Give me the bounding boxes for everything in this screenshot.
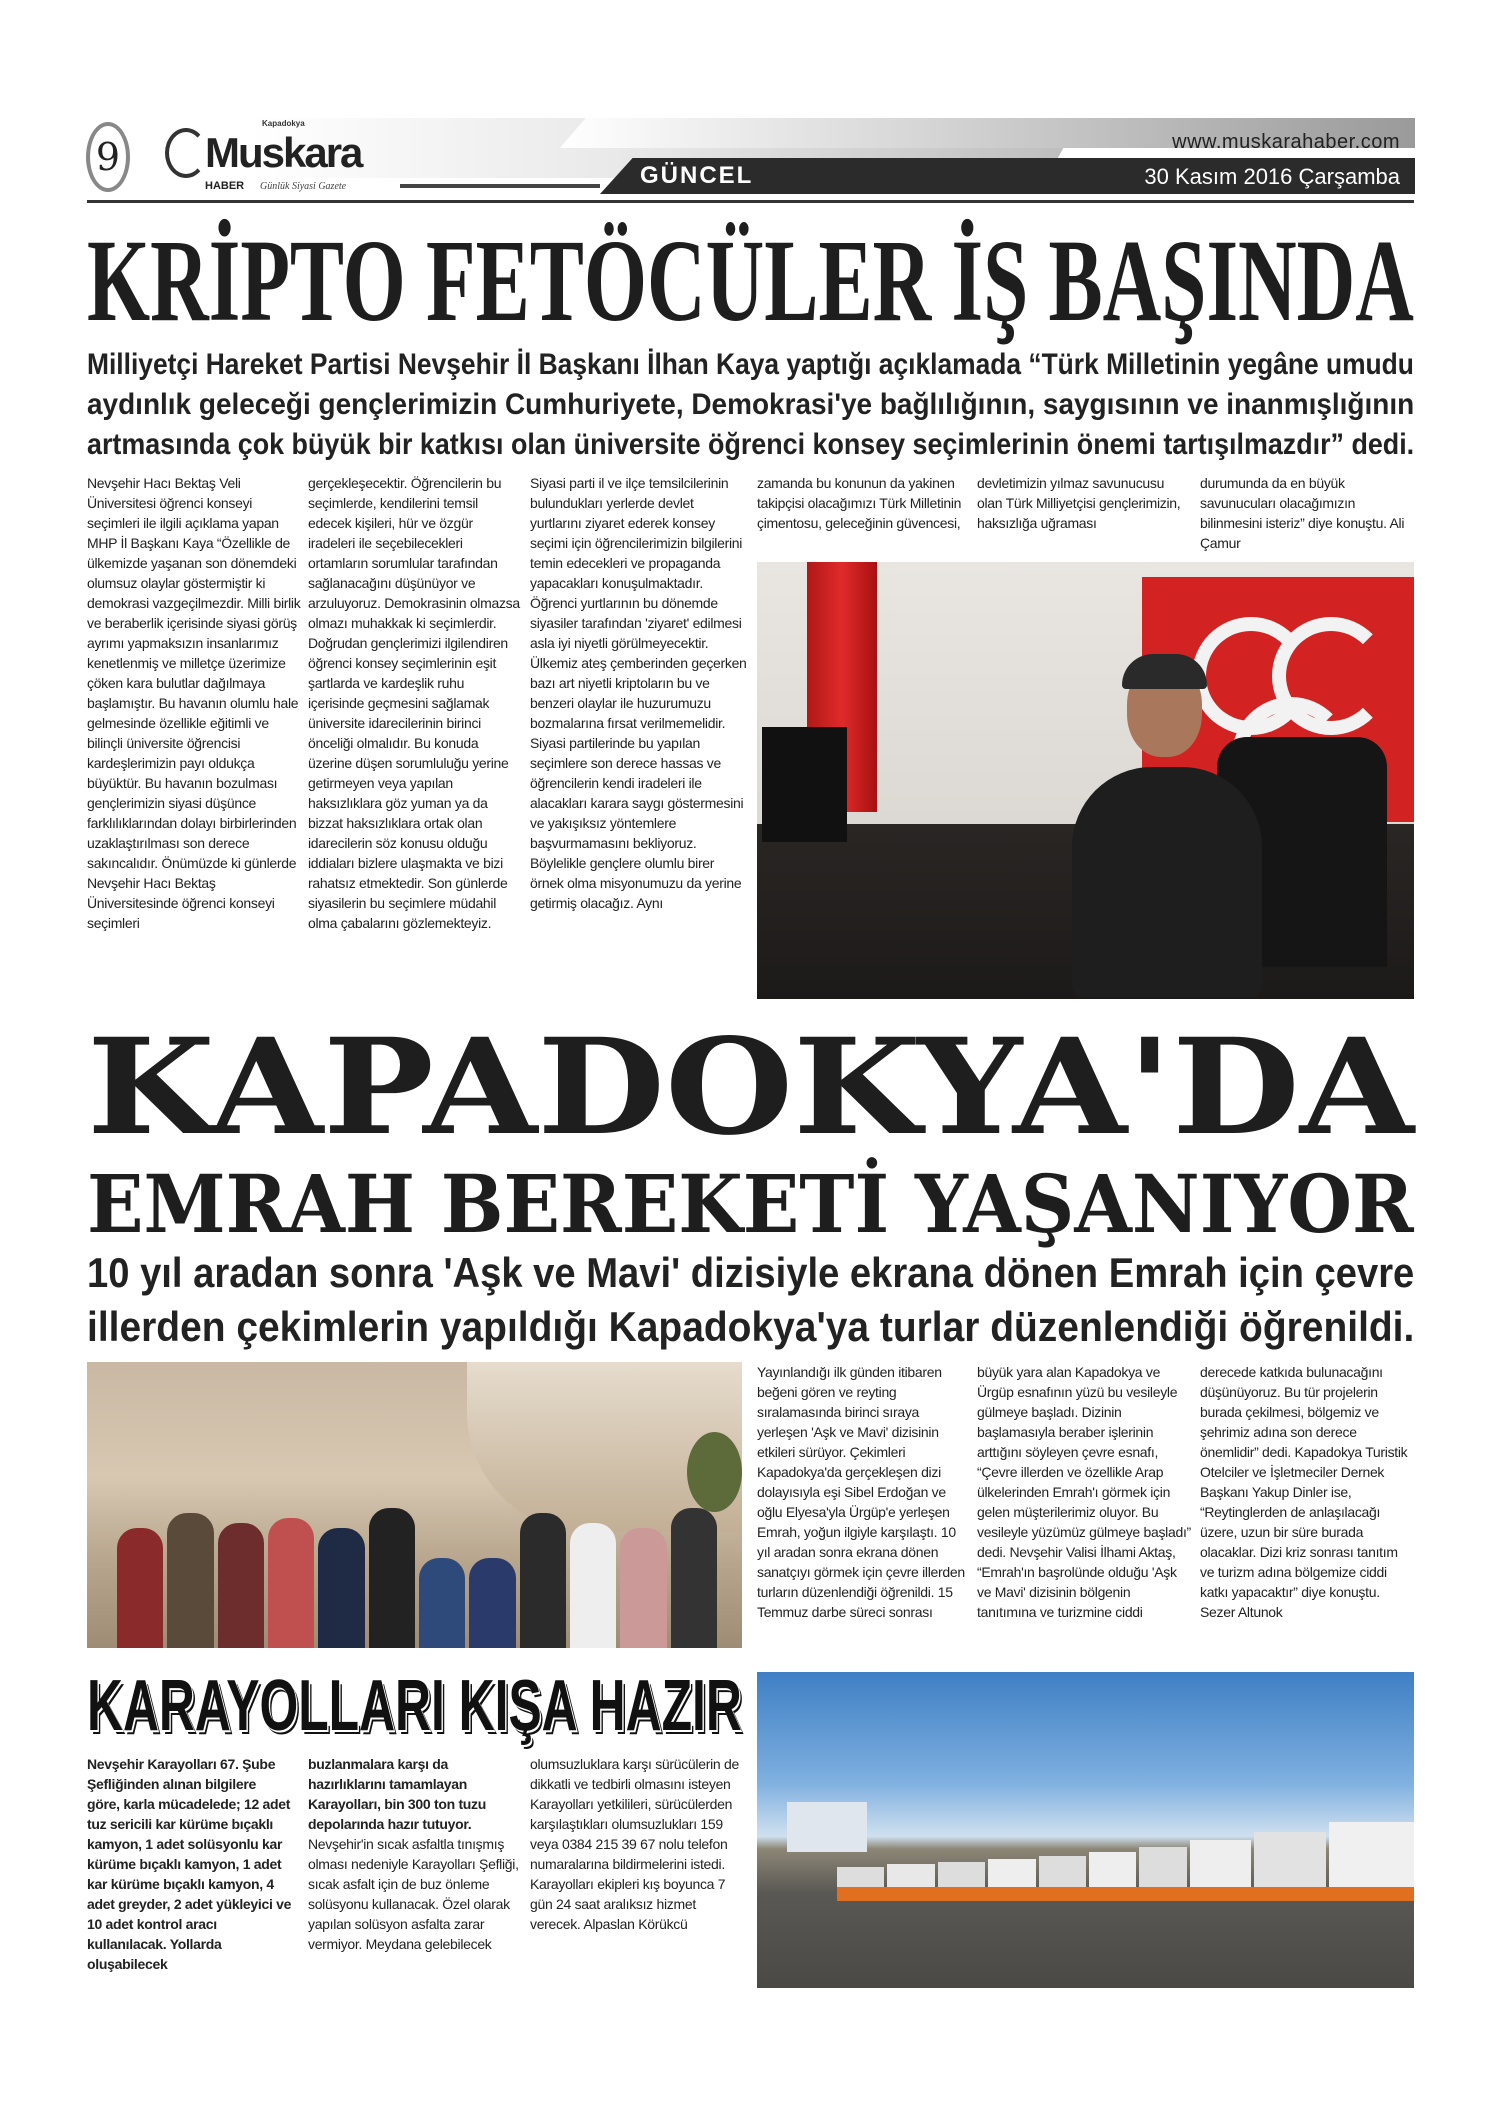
cast-group [117, 1502, 717, 1648]
article3-photo-trucks [757, 1672, 1414, 1988]
logo-tagline: Günlük Siyasi Gazete [260, 181, 347, 192]
article1-column-6: durumunda da en büyük savunucuları olacağımızın bilinmesini isteriz” diye konuştu. Ali Çamur [1200, 475, 1405, 551]
logo-small-text: Kapadokya [262, 119, 305, 128]
issue-date: 30 Kasım 2016 Çarşamba [1144, 164, 1400, 189]
logo-swirl-icon [165, 128, 207, 178]
man-in-suit [1072, 767, 1262, 997]
article2-column-3: derecede katkıda bulunacağını düşünüyoruz. Bu tür projelerin burada çekilmesi, bölgemiz ve şehrimiz adına son derece önemlidir” dedi. Kapadokya Turistik Otelciler ve İşletmeciler Dernek Başkanı Yakup Dinler ise, “Reytinglerden de anlaşılacağı üzere, uzun bir süre burada olacaklar. Dizi kriz sonrası tanıtım ve turizm adına bölgemize ciddi katkı yapacaktır” diye konuştu. Sezer Altunok [1200, 1364, 1408, 1620]
article3-column-2-lead: buzlanmalara karşı da hazırlıklarını tamamlayan Karayolları, bin 300 ton tuzu depolarında hazır tutuyor. [308, 1756, 487, 1832]
article3-column-1: Nevşehir Karayolları 67. Şube Şefliğinden alınan bilgilere göre, karla mücadelede; 12 adet tuz sericili kar kürüme bıçaklı kamyon, 1 adet solüsyonlu kar kürüme bıçaklı kamyon, 1 adet kar kürüme bıçaklı kamyon, 4 adet greyder, 2 adet yükleyici ve 10 adet kontrol aracı kullanılacak. Yollarda oluşabilecek [87, 1756, 292, 1972]
article2-column-1: Yayınlandığı ilk günden itibaren beğeni gören ve reyting sıralamasında birinci sıraya yerleşen 'Aşk ve Mavi' dizisinin etkileri sürüyor. Çekimleri Kapadokya'da gerçekleşen dizi dolayısıyla eşi Sibel Erdoğan ve oğlu Elyesa'yla Ürgüp'e yerleşen Emrah, yoğun ilgiyle karşılaştı. 10 yıl aradan sonra ekrana dönen sanatçıyı görmek için çevre illerden turların düzenlendiği öğrenildi. 15 Temmuz darbe süreci sonrası [757, 1364, 965, 1620]
article1-column-1: Nevşehir Hacı Bektaş Veli Üniversitesi öğrenci konseyi seçimleri ile ilgili açıklama yapan MHP İl Başkanı Kaya “Özellikle de ülkemizde yaşanan son dönemdeki olumsuz olaylar göstermiştir ki demokrasi vazgeçilmezdir. Milli birlik ve beraberlik içerisinde siyasi görüş ayrımı yapmaksızın insanlarımız kenetlenmiş ve milletçe üzerimize çöken kara bulutlar dağılmaya başlamıştır. Bu havanın olumlu hale gelmesinde özellikle eğitimli ve bilinçli üniversite öğrencisi kardeşlerimizin payı oldukça büyüktür. Bu havanın bozulması gençlerimizin siyasi düşünce farklılıklarından dolayı birbirlerinden uzaklaştırılması son derece sakıncalıdır. Önümüzde ki günlerde Nevşehir Hacı Bektaş Üniversitesinde öğrenci konseyi seçimleri [87, 475, 301, 931]
article1-column-5: devletimizin yılmaz savunucusu olan Türk Milliyetçisi gençlerimizin, haksızlığa uğraması [977, 475, 1181, 531]
article2-column-2: büyük yara alan Kapadokya ve Ürgüp esnafının yüzü bu vesileyle gülmeye başladı. Dizinin başlamasıyla beraber işlerinin arttığını söyleyen çevre esnafı, “Çevre illerden ve özellikle Arap ülkelerinden Emrah'ı görmek için gelen müşterilerimiz oluyor. Bu vesileyle yüzümüz gülmeye başladı” dedi. Nevşehir Valisi İlhami Aktaş, “Emrah'ın başrolünde olduğu 'Aşk ve Mavi' dizisinin bölgenin tanıtımına ve turizmine ciddi [977, 1364, 1191, 1620]
article1-column-3: Siyasi parti il ve ilçe temsilcilerinin bulundukları yerlerde devlet yurtlarını ziyaret ederek konsey seçimi için öğrencilerimizin bilgilerini temin edecekleri ve propaganda yapacakları konuşulmaktadır. Öğrenci yurtlarının bu dönemde siyasiler tarafından 'ziyaret' edilmesi asla iyi niyetli görülmeyecektir. Ülkemiz ateş çemberinden geçerken bazı art niyetli kriptoların bu ve benzeri olaylar ile huzurumuzu bozmalarına fırsat verilmemelidir. Siyasi partilerinde bu yapılan seçimlere son derece hassas ve öğrencilerin kendi iradeleri ile alacakları karara saygı göstermesini ve yakışıksız yöntemlere başvurmamasını bekliyoruz. Böylelikle gençlere olumlu birer örnek olma misyonumuzu da yerine getirmiş olacağız. Aynı [530, 475, 747, 911]
article3-column-3: olumsuzluklara karşı sürücülerin de dikkatli ve tedbirli olmasını isteyen Karayolları yetkilileri, sürücülerden karşılaştıkları olumsuzlukları 159 veya 0384 215 39 67 nolu telefon numaralarına bildirmelerini istedi. Karayolları ekipleri kış boyunca 7 gün 24 saat aralıksız hizmet verecek. Alpaslan Körükcü [530, 1756, 739, 1932]
logo-wordmark: Muskara [205, 129, 362, 176]
section-label: GÜNCEL [640, 162, 754, 189]
snow-plow-blades [837, 1887, 1414, 1901]
article2-headline-line2: EMRAH BEREKETİ YAŞANIYOR [87, 1157, 1414, 1251]
article1-headline: KRİPTO FETÖCÜLER İŞ BAŞINDA [87, 215, 1414, 346]
subhead-line: 10 yıl aradan sonra 'Aşk ve Mavi' dizisiyle ekrana dönen Emrah için çevre [87, 1249, 1415, 1296]
article3-column-2 [308, 1754, 522, 1954]
article1-subhead [87, 350, 1414, 380]
article1-subhead-line3-wrap [87, 430, 1414, 460]
article2-photo-cast [87, 1362, 742, 1648]
article2-headline-line1: KAPADOKYA'DA [87, 1010, 1414, 1165]
logo-haber: HABER [205, 180, 245, 192]
article1-subhead-line2-wrap [87, 390, 1414, 420]
site-url[interactable]: www.muskarahaber.com [1172, 131, 1400, 153]
article2-headline-line2-wrap [87, 1157, 1414, 1251]
article1-column-4: zamanda bu konunun da yakinen takipçisi olacağımızı Türk Milletinin çimentosu, geleceğinin güvencesi, [757, 475, 962, 531]
subhead-line: artmasında çok büyük bir katkısı olan üniversite öğrenci konsey seçimlerinin önemi tartışılmazdır” dedi. [87, 428, 1415, 461]
article3-column-2-text: Nevşehir'in sıcak asfaltla tınışmış olması nedeniyle Karayolları Şefliği, sıcak asfalt için de buz önleme solüsyonu kullanacak. Özel olarak yapılan solüsyon asfalta zarar vermiyor. Meydana gelebilecek [308, 1836, 519, 1952]
header-rule [87, 200, 1414, 203]
article1-headline-wrap [87, 215, 1414, 346]
article1-column-2: gerçekleşecektir. Öğrencilerin bu seçimlerde, kendilerini temsil edecek kişileri, hür ve özgür iradeleri ile seçebilecekleri ortamların sorumlular tarafından sağlanacağını düşünüyor ve arzuluyoruz. Demokrasinin olmazsa olmazı muhakkak ki seçimlerdir. Doğrudan gençlerimizi ilgilendiren öğrenci konsey seçimlerinin eşit şartlarda ve kardeşlik ruhu içerisinde geçmesini sağlamak üniversite idarecilerinin birinci önceliği olmalıdır. Bu konuda üzerine düşen sorumluluğu yerine getirmeyen veya yapılan haksızlıklara göz yuman ya da bizzat haksızlıklara ortak olan idarecilerin söz konusu olduğu iddiaları bizlere ulaşmakta ve bizi rahatsız etmektedir. Son günlerde siyasilerin bu seçimlere müdahil olma çabalarını gözlemekteyiz. [308, 475, 520, 931]
subhead-line: illerden çekimlerin yapıldığı Kapadokya'ya turlar düzenlendiği öğrenildi. [87, 1303, 1415, 1350]
article2-subhead-line2-wrap [87, 1303, 1415, 1350]
subhead-line: Milliyetçi Hareket Partisi Nevşehir İl Başkanı İlhan Kaya yaptığı açıklamada “Türk Milletinin yegâne umudu [87, 348, 1414, 381]
article1-photo-office [757, 562, 1414, 999]
article2-subhead-line1-wrap [87, 1249, 1415, 1296]
article2-headline-wrap [87, 1010, 1414, 1165]
truck-row [837, 1822, 1414, 1892]
header-line [400, 184, 600, 188]
article3-headline-wrap [87, 1666, 742, 1746]
page-number: 9 [86, 122, 130, 192]
computer-monitor [762, 727, 847, 842]
article3-headline: KARAYOLLARI KIŞA HAZIR [87, 1666, 742, 1746]
subhead-line: aydınlık geleceği gençlerimizin Cumhuriyete, Demokrasi'ye bağlılığının, saygısının ve inanmışlığının [87, 388, 1415, 421]
